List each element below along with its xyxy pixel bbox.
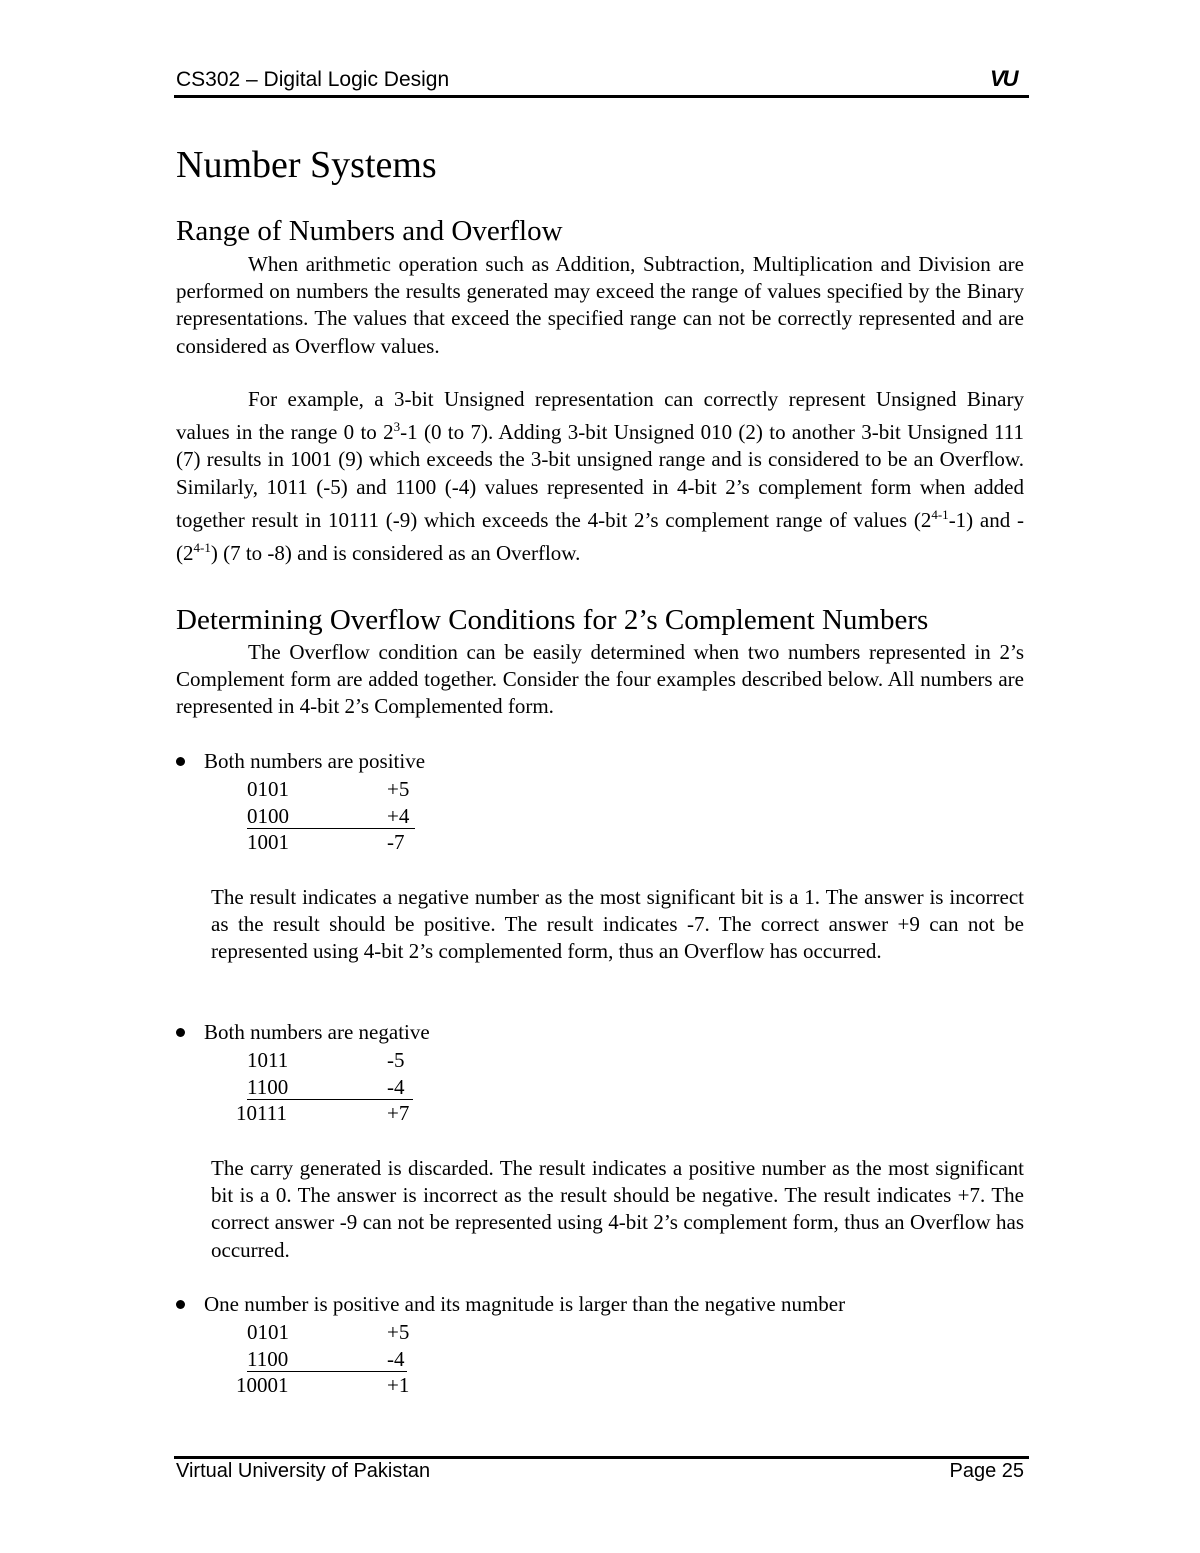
- chapter-title: Number Systems: [176, 144, 437, 186]
- section-heading-overflow-conditions: Determining Overflow Conditions for 2’s Complement Numbers: [176, 604, 929, 636]
- bullet-example-1: Both numbers are positive: [176, 749, 425, 774]
- calculation-example-3: 0101 +5 1100 -4 10001 +1: [236, 1320, 410, 1397]
- bullet-dot-icon: [176, 1028, 185, 1037]
- footer-organization: Virtual University of Pakistan: [176, 1460, 431, 1482]
- bullet-example-2: Both numbers are negative: [176, 1020, 430, 1045]
- bullet-dot-icon: [176, 1300, 185, 1309]
- paragraph-conditions-intro: The Overflow condition can be easily determined when two numbers represented in 2’s Complement form are added together. Consider the four examples described below. All numbers are represented in 4-bit 2’s Complemented form.: [176, 640, 1024, 719]
- paragraph-example: For example, a 3-bit Unsigned representation can correctly represent Unsigned Binary values in the range 0 to $2^3-1$ (0 to 7). Adding 3-bit Unsigned 010 (2) to another 3-bit Unsigned 111 (7) results in 1001 (9) which exceeds the 3-bit unsigned range and is considered to be an Overflow. Similarly, 1011 (-5) and 1100 (-4) values represented in 4-bit 2’s complement form when added together result in 10111 (-9) which exceeds the 4-bit 2’s complement range of values (2$^{4-1}$-1) and -(2$^{4-1}$) (7 to -8) and is considered as an Overflow.: [176, 387, 1024, 566]
- bullet-example-3: One number is positive and its magnitude is larger than the negative number: [176, 1292, 845, 1317]
- course-title: CS302 – Digital Logic Design: [176, 68, 450, 91]
- note-example-1: The result indicates a negative number as the most significant bit is a 1. The answer is incorrect as the result should be positive. The result indicates -7. The correct answer +9 can not be represented using 4-bit 2’s complemented form, thus an Overflow has occurred.: [211, 885, 1024, 964]
- header-rule: [174, 95, 1029, 98]
- vu-logo: VU: [990, 66, 1017, 91]
- page-number: Page 25: [949, 1460, 1024, 1482]
- bullet-dot-icon: [176, 757, 185, 766]
- calculation-example-2: 1011 -5 1100 -4 10111 +7: [236, 1047, 413, 1126]
- footer-rule: [174, 1456, 1029, 1459]
- paragraph-overflow-intro: When arithmetic operation such as Addition, Subtraction, Multiplication and Division are performed on numbers the results generated may exceed the range of values specified by the Binary representations. The values that exceed the specified range can not be correctly represented and are considered as Overflow values.: [176, 252, 1024, 358]
- note-example-2: The carry generated is discarded. The result indicates a positive number as the most significant bit is a 0. The answer is incorrect as the result should be negative. The result indicates +7. The correct answer -9 can not be represented using 4-bit 2’s complement form, thus an Overflow has occurred.: [211, 1156, 1024, 1262]
- calculation-example-1: 0101 +5 0100 +4 1001 -7: [247, 776, 415, 855]
- section-heading-range: Range of Numbers and Overflow: [176, 215, 563, 247]
